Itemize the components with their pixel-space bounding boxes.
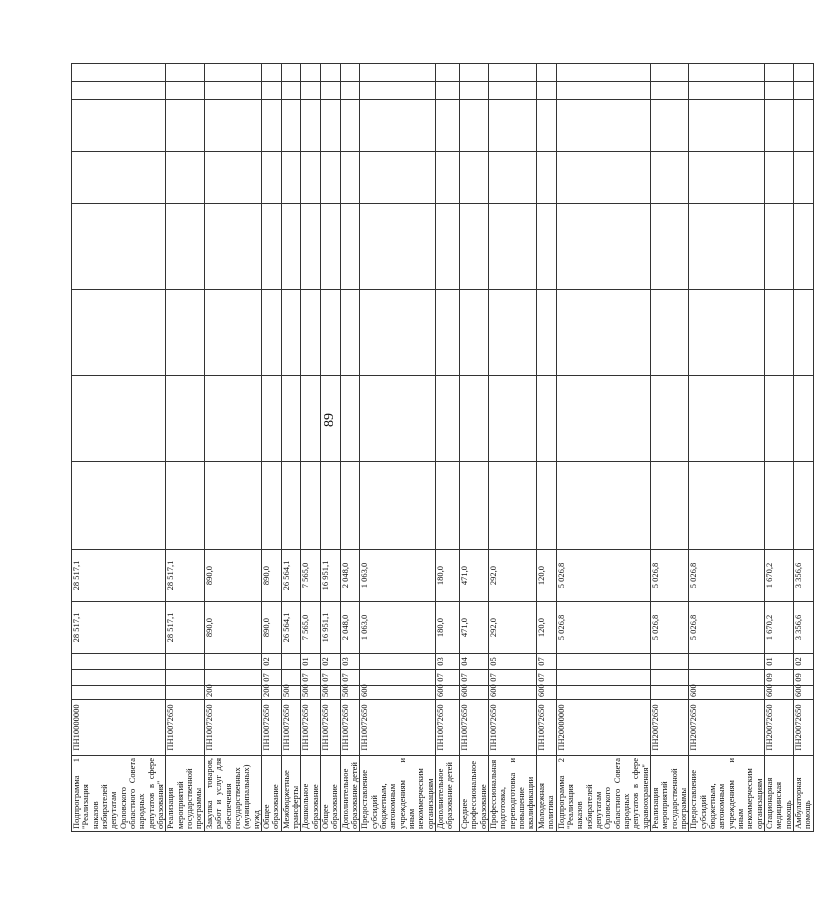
row-rz bbox=[556, 670, 650, 686]
row-empty-cell bbox=[281, 100, 301, 152]
table-row bbox=[765, 64, 794, 832]
row-rz bbox=[166, 670, 204, 686]
row-pr bbox=[72, 654, 166, 670]
row-value-1: 471,0 bbox=[460, 602, 489, 654]
row-empty-cell bbox=[320, 64, 340, 82]
row-empty-cell bbox=[556, 290, 650, 376]
row-empty-cell bbox=[765, 290, 794, 376]
table-row bbox=[650, 64, 688, 832]
row-empty-cell bbox=[794, 376, 814, 462]
row-empty-cell bbox=[360, 64, 436, 82]
row-value-1: 5 026,8 bbox=[689, 602, 765, 654]
row-empty-cell bbox=[436, 82, 460, 100]
row-empty-cell bbox=[204, 462, 261, 550]
row-rz: 09 bbox=[765, 670, 794, 686]
row-pr: 02 bbox=[320, 654, 340, 670]
row-empty-cell bbox=[204, 82, 261, 100]
row-value-2: 2 048,0 bbox=[340, 550, 360, 602]
row-empty-cell bbox=[536, 64, 556, 82]
row-empty-cell bbox=[166, 204, 204, 290]
row-pr bbox=[689, 654, 765, 670]
row-empty-cell bbox=[794, 100, 814, 152]
row-empty-cell bbox=[320, 462, 340, 550]
row-empty-cell bbox=[204, 376, 261, 462]
row-csr: ПН10072650 bbox=[204, 700, 261, 756]
row-empty-cell bbox=[301, 100, 321, 152]
table-row bbox=[166, 64, 204, 832]
row-empty-cell bbox=[650, 152, 688, 204]
row-empty-cell bbox=[72, 204, 166, 290]
row-empty-cell bbox=[360, 82, 436, 100]
row-empty-cell bbox=[204, 152, 261, 204]
row-empty-cell bbox=[204, 64, 261, 82]
row-empty-cell bbox=[360, 152, 436, 204]
row-empty-cell bbox=[360, 376, 436, 462]
row-rz: 07 bbox=[536, 670, 556, 686]
row-empty-cell bbox=[261, 290, 281, 376]
row-empty-cell bbox=[340, 152, 360, 204]
row-empty-cell bbox=[689, 290, 765, 376]
row-empty-cell bbox=[72, 376, 166, 462]
row-empty-cell bbox=[320, 100, 340, 152]
row-empty-cell bbox=[794, 152, 814, 204]
row-value-2: 7 565,0 bbox=[301, 550, 321, 602]
row-value-1: 890,0 bbox=[261, 602, 281, 654]
row-empty-cell bbox=[281, 152, 301, 204]
row-empty-cell bbox=[650, 376, 688, 462]
row-empty-cell bbox=[650, 290, 688, 376]
row-vr: 500 bbox=[301, 686, 321, 700]
row-value-1: 292,0 bbox=[489, 602, 537, 654]
table-row bbox=[281, 64, 301, 832]
row-name: Предоставление субсидий бюджетным, автономным учреждениям и иным некоммерческим организациям bbox=[360, 756, 436, 832]
row-empty-cell bbox=[489, 82, 537, 100]
row-vr: 600 bbox=[794, 686, 814, 700]
row-value-2: 3 356,6 bbox=[794, 550, 814, 602]
row-empty-cell bbox=[261, 376, 281, 462]
table-row bbox=[261, 64, 281, 832]
row-empty-cell bbox=[261, 462, 281, 550]
row-name: Дошкольное образование bbox=[301, 756, 321, 832]
row-value-2: 28 517,1 bbox=[72, 550, 166, 602]
row-name: Межбюджетные трансферты bbox=[281, 756, 301, 832]
row-empty-cell bbox=[360, 290, 436, 376]
row-empty-cell bbox=[301, 462, 321, 550]
row-csr: ПН10072650 bbox=[436, 700, 460, 756]
row-csr: ПН10072650 bbox=[360, 700, 436, 756]
row-empty-cell bbox=[689, 82, 765, 100]
row-csr: ПН20072650 bbox=[765, 700, 794, 756]
row-value-1: 28 517,1 bbox=[166, 602, 204, 654]
row-empty-cell bbox=[650, 64, 688, 82]
row-empty-cell bbox=[281, 204, 301, 290]
row-empty-cell bbox=[261, 82, 281, 100]
row-empty-cell bbox=[689, 152, 765, 204]
table-row bbox=[360, 64, 436, 832]
row-empty-cell bbox=[436, 290, 460, 376]
row-empty-cell bbox=[650, 462, 688, 550]
row-empty-cell bbox=[360, 462, 436, 550]
row-rz: 07 bbox=[320, 670, 340, 686]
row-empty-cell bbox=[72, 100, 166, 152]
row-empty-cell bbox=[536, 376, 556, 462]
row-empty-cell bbox=[765, 82, 794, 100]
row-empty-cell bbox=[556, 100, 650, 152]
row-empty-cell bbox=[166, 64, 204, 82]
row-empty-cell bbox=[460, 290, 489, 376]
row-value-1: 16 951,1 bbox=[320, 602, 340, 654]
row-pr: 02 bbox=[261, 654, 281, 670]
row-empty-cell bbox=[536, 100, 556, 152]
row-value-2: 890,0 bbox=[261, 550, 281, 602]
row-pr: 07 bbox=[536, 654, 556, 670]
row-value-1: 7 565,0 bbox=[301, 602, 321, 654]
row-csr: ПН20000000 bbox=[556, 700, 650, 756]
row-empty-cell bbox=[765, 376, 794, 462]
row-csr: ПН10072650 bbox=[340, 700, 360, 756]
row-empty-cell bbox=[460, 82, 489, 100]
row-empty-cell bbox=[301, 152, 321, 204]
row-empty-cell bbox=[301, 82, 321, 100]
row-empty-cell bbox=[460, 204, 489, 290]
row-vr bbox=[650, 686, 688, 700]
row-empty-cell bbox=[536, 204, 556, 290]
row-value-2: 890,0 bbox=[204, 550, 261, 602]
row-name: Молодежная политика bbox=[536, 756, 556, 832]
row-value-1: 5 026,8 bbox=[650, 602, 688, 654]
row-empty-cell bbox=[436, 64, 460, 82]
row-empty-cell bbox=[166, 376, 204, 462]
row-empty-cell bbox=[765, 64, 794, 82]
row-empty-cell bbox=[436, 152, 460, 204]
row-empty-cell bbox=[340, 64, 360, 82]
row-empty-cell bbox=[689, 462, 765, 550]
rotated-table-container bbox=[71, 70, 813, 832]
row-empty-cell bbox=[72, 82, 166, 100]
row-empty-cell bbox=[489, 462, 537, 550]
row-empty-cell bbox=[489, 376, 537, 462]
row-empty-cell bbox=[261, 152, 281, 204]
row-pr bbox=[360, 654, 436, 670]
row-name: Общее образование bbox=[261, 756, 281, 832]
row-empty-cell bbox=[281, 64, 301, 82]
row-empty-cell bbox=[536, 290, 556, 376]
row-empty-cell bbox=[556, 152, 650, 204]
row-pr bbox=[556, 654, 650, 670]
table-row bbox=[556, 64, 650, 832]
row-value-2: 5 026,8 bbox=[689, 550, 765, 602]
row-empty-cell bbox=[204, 204, 261, 290]
row-rz bbox=[281, 670, 301, 686]
row-empty-cell bbox=[689, 204, 765, 290]
row-name: Профессиональная подготовка, переподготовка и повышение квалификации bbox=[489, 756, 537, 832]
row-rz bbox=[204, 670, 261, 686]
row-empty-cell bbox=[556, 64, 650, 82]
row-empty-cell bbox=[689, 100, 765, 152]
table-row bbox=[794, 64, 814, 832]
row-empty-cell bbox=[301, 64, 321, 82]
row-empty-cell bbox=[301, 376, 321, 462]
row-value-2: 120,0 bbox=[536, 550, 556, 602]
row-empty-cell bbox=[72, 462, 166, 550]
row-pr: 04 bbox=[460, 654, 489, 670]
row-rz bbox=[360, 670, 436, 686]
row-empty-cell bbox=[489, 64, 537, 82]
row-value-2: 471,0 bbox=[460, 550, 489, 602]
row-empty-cell bbox=[436, 462, 460, 550]
row-empty-cell bbox=[166, 462, 204, 550]
row-value-2: 292,0 bbox=[489, 550, 537, 602]
row-empty-cell bbox=[166, 82, 204, 100]
row-empty-cell bbox=[340, 100, 360, 152]
row-value-1: 180,0 bbox=[436, 602, 460, 654]
row-vr bbox=[556, 686, 650, 700]
row-empty-cell bbox=[281, 290, 301, 376]
row-csr: ПН10072650 bbox=[281, 700, 301, 756]
row-name: Подпрограмма 2 "Реализация наказов избирателей депутатам Орловского областного Совета народных депутатов в сфере здравоохранения" bbox=[556, 756, 650, 832]
row-empty-cell bbox=[489, 152, 537, 204]
row-value-1: 2 048,0 bbox=[340, 602, 360, 654]
row-empty-cell bbox=[204, 290, 261, 376]
row-empty-cell bbox=[765, 462, 794, 550]
row-empty-cell bbox=[794, 462, 814, 550]
row-empty-cell bbox=[489, 100, 537, 152]
row-empty-cell bbox=[536, 152, 556, 204]
row-rz: 07 bbox=[489, 670, 537, 686]
row-rz bbox=[689, 670, 765, 686]
row-empty-cell bbox=[460, 152, 489, 204]
row-empty-cell bbox=[689, 376, 765, 462]
row-vr bbox=[72, 686, 166, 700]
row-pr: 05 bbox=[489, 654, 537, 670]
row-pr: 03 bbox=[340, 654, 360, 670]
row-csr: ПН10000000 bbox=[72, 700, 166, 756]
row-vr bbox=[166, 686, 204, 700]
row-empty-cell bbox=[320, 290, 340, 376]
table-row bbox=[536, 64, 556, 832]
row-value-1: 5 026,8 bbox=[556, 602, 650, 654]
row-empty-cell bbox=[166, 100, 204, 152]
row-empty-cell bbox=[765, 152, 794, 204]
row-pr bbox=[166, 654, 204, 670]
row-csr: ПН10072650 bbox=[166, 700, 204, 756]
row-empty-cell bbox=[72, 152, 166, 204]
row-empty-cell bbox=[536, 82, 556, 100]
row-vr: 600 bbox=[436, 686, 460, 700]
row-csr: ПН10072650 bbox=[301, 700, 321, 756]
row-rz: 07 bbox=[436, 670, 460, 686]
row-name: Дополнительное образование детей bbox=[436, 756, 460, 832]
row-csr: ПН10072650 bbox=[460, 700, 489, 756]
row-empty-cell bbox=[281, 82, 301, 100]
row-rz bbox=[72, 670, 166, 686]
row-name: Подпрограмма 1 "Реализация наказов избирателей депутатам Орловского областного Совета народных депутатов в сфере образования" bbox=[72, 756, 166, 832]
row-empty-cell bbox=[166, 290, 204, 376]
row-empty-cell bbox=[261, 204, 281, 290]
row-value-1: 26 564,1 bbox=[281, 602, 301, 654]
row-pr: 03 bbox=[436, 654, 460, 670]
row-pr bbox=[281, 654, 301, 670]
row-empty-cell bbox=[460, 100, 489, 152]
row-empty-cell bbox=[436, 204, 460, 290]
row-value-1: 1 063,0 bbox=[360, 602, 436, 654]
row-pr bbox=[650, 654, 688, 670]
row-empty-cell bbox=[360, 204, 436, 290]
table-row bbox=[340, 64, 360, 832]
row-vr: 500 bbox=[320, 686, 340, 700]
row-empty-cell bbox=[204, 100, 261, 152]
row-vr: 500 bbox=[281, 686, 301, 700]
row-empty-cell bbox=[72, 290, 166, 376]
row-rz: 07 bbox=[261, 670, 281, 686]
row-value-2: 28 517,1 bbox=[166, 550, 204, 602]
row-empty-cell bbox=[301, 204, 321, 290]
row-csr: ПН20072650 bbox=[794, 700, 814, 756]
row-name: Среднее профессиональное образование bbox=[460, 756, 489, 832]
row-empty-cell bbox=[650, 204, 688, 290]
row-value-2: 5 026,8 bbox=[556, 550, 650, 602]
row-value-2: 1 063,0 bbox=[360, 550, 436, 602]
row-value-1: 28 517,1 bbox=[72, 602, 166, 654]
row-value-1: 890,0 bbox=[204, 602, 261, 654]
row-empty-cell bbox=[650, 100, 688, 152]
row-name: Амбулаторная помощь bbox=[794, 756, 814, 832]
table-row bbox=[204, 64, 261, 832]
row-name: Предоставление субсидий бюджетным, автономным учреждениям и иным некоммерческим организациям bbox=[689, 756, 765, 832]
row-empty-cell bbox=[340, 290, 360, 376]
row-empty-cell bbox=[489, 204, 537, 290]
row-rz: 09 bbox=[794, 670, 814, 686]
row-vr: 600 bbox=[765, 686, 794, 700]
row-pr: 02 bbox=[794, 654, 814, 670]
row-empty-cell bbox=[794, 204, 814, 290]
row-vr: 600 bbox=[360, 686, 436, 700]
row-value-2: 1 670,2 bbox=[765, 550, 794, 602]
table-row bbox=[72, 64, 166, 832]
row-empty-cell bbox=[794, 64, 814, 82]
row-empty-cell bbox=[320, 376, 340, 462]
row-empty-cell bbox=[436, 100, 460, 152]
row-empty-cell bbox=[794, 82, 814, 100]
row-empty-cell bbox=[261, 100, 281, 152]
table-row bbox=[689, 64, 765, 832]
row-empty-cell bbox=[556, 462, 650, 550]
row-empty-cell bbox=[166, 152, 204, 204]
row-empty-cell bbox=[340, 82, 360, 100]
row-empty-cell bbox=[360, 100, 436, 152]
row-pr: 01 bbox=[765, 654, 794, 670]
row-empty-cell bbox=[556, 82, 650, 100]
row-empty-cell bbox=[460, 64, 489, 82]
row-empty-cell bbox=[765, 100, 794, 152]
row-value-1: 3 356,6 bbox=[794, 602, 814, 654]
row-vr: 200 bbox=[261, 686, 281, 700]
row-empty-cell bbox=[689, 64, 765, 82]
table-row bbox=[301, 64, 321, 832]
row-csr: ПН10072650 bbox=[320, 700, 340, 756]
row-value-2: 16 951,1 bbox=[320, 550, 340, 602]
budget-table bbox=[71, 63, 814, 832]
row-vr: 600 bbox=[460, 686, 489, 700]
row-empty-cell bbox=[72, 64, 166, 82]
row-empty-cell bbox=[320, 204, 340, 290]
row-empty-cell bbox=[460, 462, 489, 550]
table-row bbox=[460, 64, 489, 832]
table-row bbox=[489, 64, 537, 832]
row-vr: 600 bbox=[536, 686, 556, 700]
table-row bbox=[320, 64, 340, 832]
row-empty-cell bbox=[436, 376, 460, 462]
row-rz: 07 bbox=[460, 670, 489, 686]
row-pr bbox=[204, 654, 261, 670]
row-empty-cell bbox=[794, 290, 814, 376]
row-vr: 600 bbox=[489, 686, 537, 700]
row-csr: ПН10072650 bbox=[489, 700, 537, 756]
row-empty-cell bbox=[281, 462, 301, 550]
row-empty-cell bbox=[340, 376, 360, 462]
row-empty-cell bbox=[261, 64, 281, 82]
row-value-2: 180,0 bbox=[436, 550, 460, 602]
row-value-2: 5 026,8 bbox=[650, 550, 688, 602]
row-empty-cell bbox=[320, 82, 340, 100]
row-name: Стационарная медицинская помощь bbox=[765, 756, 794, 832]
row-name: Закупка товаров, работ и услуг для обеспечения государственных (муниципальных) нужд bbox=[204, 756, 261, 832]
page-number: 89 bbox=[322, 413, 337, 427]
row-rz bbox=[650, 670, 688, 686]
row-empty-cell bbox=[556, 376, 650, 462]
table-row bbox=[436, 64, 460, 832]
row-empty-cell bbox=[489, 290, 537, 376]
row-value-1: 120,0 bbox=[536, 602, 556, 654]
row-vr: 600 bbox=[689, 686, 765, 700]
row-rz: 07 bbox=[340, 670, 360, 686]
row-empty-cell bbox=[765, 204, 794, 290]
row-empty-cell bbox=[556, 204, 650, 290]
row-empty-cell bbox=[281, 376, 301, 462]
row-value-2: 26 564,1 bbox=[281, 550, 301, 602]
row-empty-cell bbox=[536, 462, 556, 550]
row-name: Общее образование bbox=[320, 756, 340, 832]
row-csr: ПН10072650 bbox=[261, 700, 281, 756]
row-empty-cell bbox=[340, 462, 360, 550]
row-csr: ПН20072650 bbox=[689, 700, 765, 756]
row-empty-cell bbox=[301, 290, 321, 376]
row-vr: 200 bbox=[204, 686, 261, 700]
row-rz: 07 bbox=[301, 670, 321, 686]
row-name: Реализация мероприятий государственной программы bbox=[650, 756, 688, 832]
row-value-1: 1 670,2 bbox=[765, 602, 794, 654]
row-empty-cell bbox=[320, 152, 340, 204]
row-name: Дополнительное образование детей bbox=[340, 756, 360, 832]
row-empty-cell bbox=[650, 82, 688, 100]
row-pr: 01 bbox=[301, 654, 321, 670]
row-name: Реализация мероприятий государственной программы bbox=[166, 756, 204, 832]
row-empty-cell bbox=[340, 204, 360, 290]
row-empty-cell bbox=[460, 376, 489, 462]
row-csr: ПН20072650 bbox=[650, 700, 688, 756]
row-vr: 500 bbox=[340, 686, 360, 700]
row-csr: ПН10072650 bbox=[536, 700, 556, 756]
